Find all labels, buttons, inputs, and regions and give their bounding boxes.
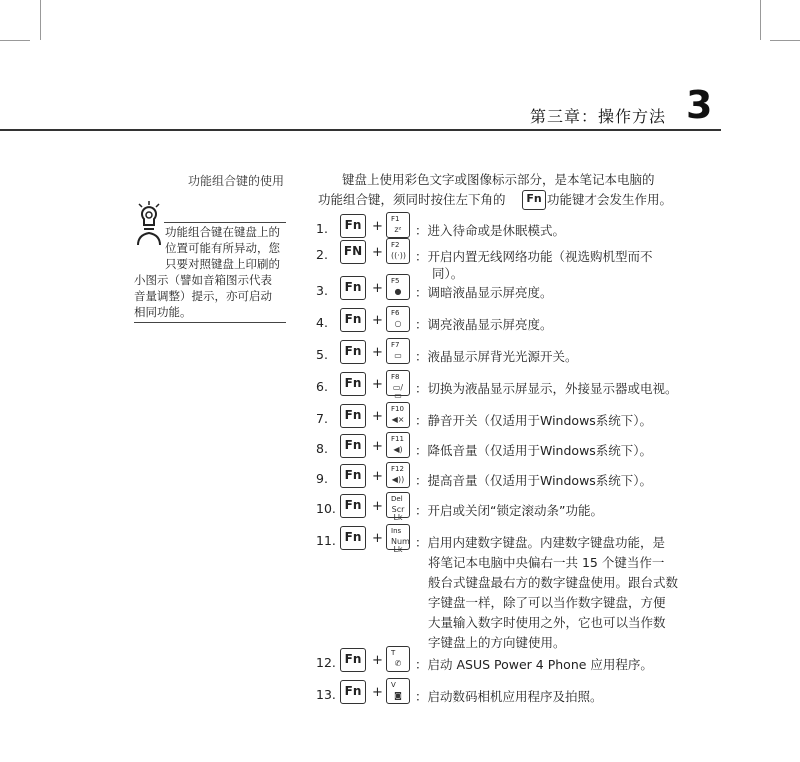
function-key-icon [386,462,410,488]
item-11-continuation: 字键盘一样，除了可以当作数字键盘，方便 [428,595,666,610]
item-description: ：启用内建数字键盘。内建数字键盘功能，是 [415,535,666,550]
intro-line: 键盘上使用彩色文字或图像标示部分，是本笔记本电脑的 [342,172,655,187]
function-key-item [0,276,800,306]
function-key-symbol: Num Lk [391,537,410,554]
fn-key-icon: Fn [340,648,366,672]
item-number: 7. [316,411,328,426]
fn-key-icon: Fn [340,404,366,428]
crop-mark [760,0,761,40]
function-key-icon [386,338,410,364]
chapter-title: 第三章：操作方法 [529,107,666,126]
plus-sign: + [372,313,383,328]
item-description: ：液晶显示屏背光光源开关。 [415,349,578,364]
chapter-number: 3 [686,83,713,127]
item-number: 8. [316,441,328,456]
tip-line: 小图示（譬如音箱图示代表 [134,273,272,287]
item-number: 12. [316,655,336,670]
item-11-continuation: 将笔记本电脑中央偏右一共 15 个键当作一 [428,555,665,570]
function-key-item [0,494,800,524]
fn-key-icon: Fn [340,372,366,396]
plus-sign: + [372,219,383,234]
function-key-symbol: ◀× [391,415,405,424]
function-key-item [0,464,800,494]
item-description: ：切换为液晶显示屏显示，外接显示器或电视。 [415,381,678,396]
fn-key-icon: Fn [522,190,546,210]
function-key-label: F11 [391,435,404,443]
tip-line: 只要对照键盘上印刷的 [165,257,280,271]
function-key-label: T [391,649,396,657]
fn-key-icon: Fn [340,494,366,518]
item-number: 2. [316,247,328,262]
function-key-icon [386,432,410,458]
crop-mark [0,40,30,41]
fn-key-icon: Fn [340,214,366,238]
header-divider [0,129,721,131]
fn-key-icon: Fn [340,526,366,550]
function-key-item [0,648,800,678]
tip-line: 位置可能有所异动，您 [165,241,280,255]
tip-line: 音量调整）提示，亦可启动 [134,289,272,303]
intro-line: 功能组合键，须同时按住左下角的 [318,192,506,207]
function-key-item [0,308,800,338]
item-number: 9. [316,471,328,486]
item-description: ：启动 ASUS Power 4 Phone 应用程序。 [415,657,653,672]
function-key-symbol: Scr Lk [391,505,405,522]
function-key-symbol: ● [394,287,402,296]
function-key-label: F6 [391,309,400,317]
function-key-item [0,404,800,434]
function-key-symbol: ○ [394,319,402,328]
tip-line: 相同功能。 [134,305,192,319]
item-number: 6. [316,379,328,394]
item-description: ：进入待命或是休眠模式。 [415,223,566,238]
plus-sign: + [372,685,383,700]
fn-key-icon: Fn [340,340,366,364]
tip-line: 功能组合键在键盘上的 [165,225,280,239]
function-key-label: F2 [391,241,400,249]
item-description: ：开启内置无线网络功能（视选购机型而不 [415,249,653,264]
plus-sign: + [372,653,383,668]
function-key-icon [386,492,410,522]
fn-key-icon: Fn [340,680,366,704]
function-key-symbol: ▭/▭ [392,383,404,400]
item-description: ：静音开关（仅适用于Windows系统下）。 [415,413,653,428]
item-description: ：开启或关闭“锁定滚动条”功能。 [415,503,603,518]
item-11-continuation: 般台式键盘最右方的数字键盘使用。跟台式数 [428,575,679,590]
function-key-icon [386,402,410,428]
plus-sign: + [372,345,383,360]
item-number: 13. [316,687,336,702]
item-11-continuation: 字键盘上的方向键使用。 [428,635,566,650]
item-description: ：降低音量（仅适用于Windows系统下）。 [415,443,653,458]
intro-line: 功能键才会发生作用。 [547,192,673,207]
fn-key-icon: FN [340,240,366,264]
function-key-label: Ins [391,527,402,535]
function-key-label: F8 [391,373,400,381]
item-description: ：启动数码相机应用程序及拍照。 [415,689,603,704]
item-11-continuation: 大量输入数字时使用之外，它也可以当作数 [428,615,666,630]
function-key-label: F1 [391,215,400,223]
plus-sign: + [372,377,383,392]
sidebar-heading: 功能组合键的使用 [188,174,285,188]
item-number: 10. [316,501,336,516]
function-key-symbol: ((·)) [391,251,407,260]
function-key-icon [386,370,410,400]
item-number: 4. [316,315,328,330]
item-number: 1. [316,221,328,236]
function-key-label: F12 [391,465,404,473]
fn-key-icon: Fn [340,276,366,300]
function-key-label: Del [391,495,403,503]
function-key-label: V [391,681,396,689]
item-number: 3. [316,283,328,298]
function-key-symbol: ◙ [394,691,402,700]
function-key-item [0,680,800,710]
function-key-icon [386,646,410,672]
fn-key-icon: Fn [340,464,366,488]
item-description: ：提高音量（仅适用于Windows系统下）。 [415,473,653,488]
plus-sign: + [372,439,383,454]
item-description: ：调暗液晶显示屏亮度。 [415,285,553,300]
plus-sign: + [372,531,383,546]
function-key-symbol: ◀) [393,445,403,454]
function-key-item [0,434,800,464]
fn-key-icon: Fn [340,434,366,458]
plus-sign: + [372,469,383,484]
function-key-item [0,340,800,370]
function-key-symbol: ◀)) [391,475,405,484]
function-key-symbol: ▭ [394,351,402,360]
crop-mark [40,0,41,40]
function-key-label: F10 [391,405,404,413]
function-key-item [0,526,800,556]
plus-sign: + [372,499,383,514]
function-key-label: F5 [391,277,400,285]
function-key-icon [386,524,410,554]
crop-mark [770,40,800,41]
plus-sign: + [372,245,383,260]
plus-sign: + [372,409,383,424]
function-key-symbol: ✆ [394,659,402,668]
function-key-icon [386,238,410,264]
function-key-symbol: zᶻ [394,225,402,234]
function-key-icon [386,678,410,704]
function-key-icon [386,274,410,300]
plus-sign: + [372,281,383,296]
item-number: 11. [316,533,336,548]
function-key-icon [386,306,410,332]
function-key-icon [386,212,410,238]
fn-key-icon: Fn [340,308,366,332]
function-key-item [0,372,800,402]
item-description-continuation: 同）。 [432,266,464,281]
item-number: 5. [316,347,328,362]
function-key-label: F7 [391,341,400,349]
item-description: ：调亮液晶显示屏亮度。 [415,317,553,332]
